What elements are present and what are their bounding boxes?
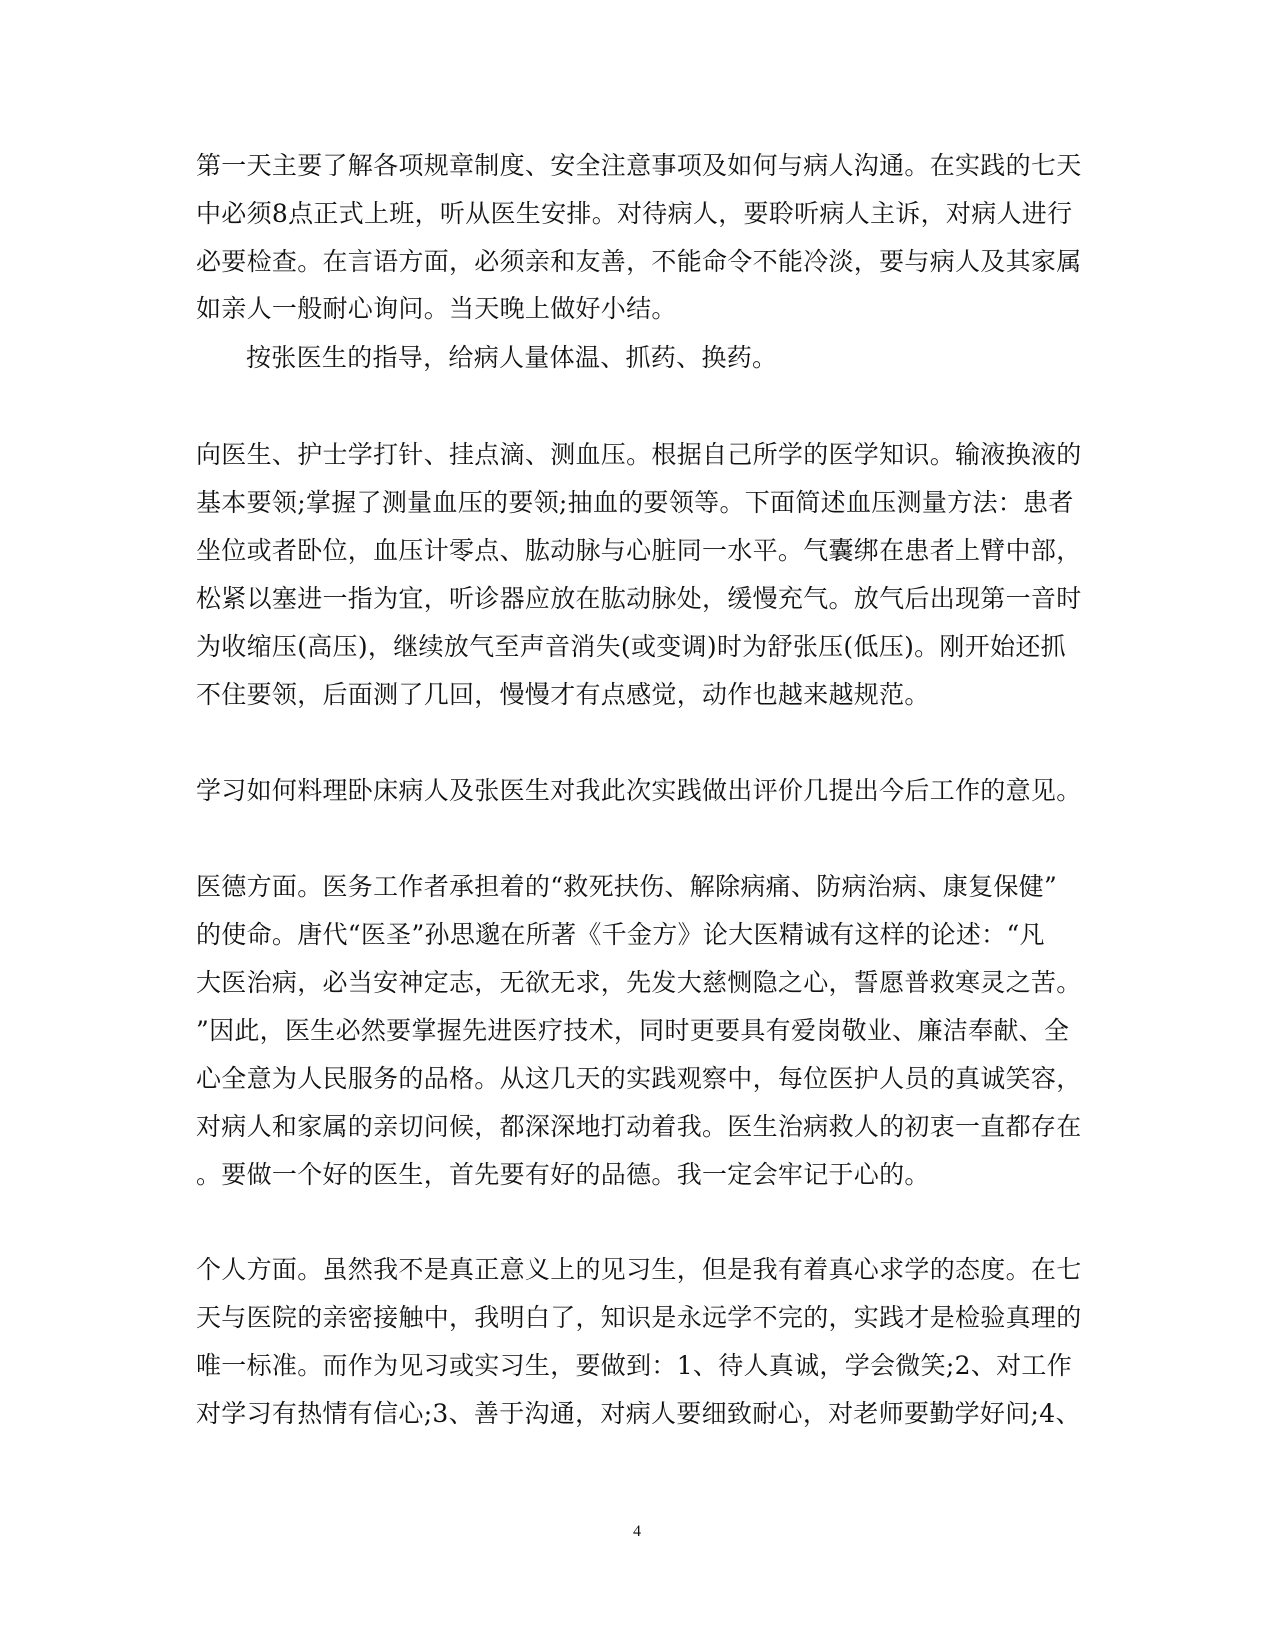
- paragraph-line: 按张医生的指导，给病人量体温、抓药、换药。: [246, 343, 778, 372]
- paragraph-line: 第一天主要了解各项规章制度、安全注意事项及如何与病人沟通。在实践的七天: [196, 151, 1082, 180]
- paragraph-line: 个人方面。虽然我不是真正意义上的见习生，但是我有着真心求学的态度。在七: [196, 1255, 1082, 1284]
- paragraph-line: 为收缩压(高压)，继续放气至声音消失(或变调)时为舒张压(低压)。刚开始还抓: [196, 632, 1066, 661]
- paragraph-line: 大医治病，必当安神定志，无欲无求，先发大慈恻隐之心，誓愿普救寒灵之苦。: [196, 968, 1082, 997]
- paragraph-line: 唯一标准。而作为见习或实习生，要做到：1、待人真诚，学会微笑;2、对工作: [196, 1351, 1073, 1380]
- paragraph-line: 坐位或者卧位，血压计零点、肱动脉与心脏同一水平。气囊绑在患者上臂中部，: [196, 536, 1082, 565]
- paragraph-line: 基本要领;掌握了测量血压的要领;抽血的要领等。下面简述血压测量方法：患者: [196, 488, 1074, 517]
- paragraph-line: 医德方面。医务工作者承担着的“救死扶伤、解除病痛、防病治病、康复保健”: [196, 872, 1058, 901]
- paragraph-line: 不住要领，后面测了几回，慢慢才有点感觉，动作也越来越规范。: [196, 680, 930, 709]
- paragraph-line: 向医生、护士学打针、挂点滴、测血压。根据自己所学的医学知识。输液换液的: [196, 440, 1082, 469]
- paragraph-line: 学习如何料理卧床病人及张医生对我此次实践做出评价几提出今后工作的意见。: [196, 776, 1082, 805]
- paragraph-line: 天与医院的亲密接触中，我明白了，知识是永远学不完的，实践才是检验真理的: [196, 1303, 1082, 1332]
- paragraph-line: 必要检查。在言语方面，必须亲和友善，不能命令不能冷淡，要与病人及其家属: [196, 247, 1082, 276]
- paragraph-line: 。要做一个好的医生，首先要有好的品德。我一定会牢记于心的。: [196, 1160, 930, 1189]
- paragraph-line: 如亲人一般耐心询问。当天晚上做好小结。: [196, 294, 677, 323]
- paragraph-line: 对学习有热情有信心;3、善于沟通，对病人要细致耐心，对老师要勤学好问;4、: [196, 1399, 1081, 1428]
- paragraph-line: ”因此，医生必然要掌握先进医疗技术，同时更要具有爱岗敬业、廉洁奉献、全: [196, 1016, 1070, 1045]
- paragraph-line: 对病人和家属的亲切问候，都深深地打动着我。医生治病救人的初衷一直都存在: [196, 1112, 1082, 1141]
- page-number: 4: [633, 1523, 641, 1540]
- paragraph-line: 中必须8点正式上班，听从医生安排。对待病人，要聆听病人主诉，对病人进行: [196, 199, 1073, 228]
- paragraph-line: 松紧以塞进一指为宜，听诊器应放在肱动脉处，缓慢充气。放气后出现第一音时: [196, 584, 1082, 613]
- paragraph-line: 心全意为人民服务的品格。从这几天的实践观察中，每位医护人员的真诚笑容，: [196, 1064, 1082, 1093]
- paragraph-line: 的使命。唐代“医圣”孙思邈在所著《千金方》论大医精诚有这样的论述：“凡: [196, 920, 1045, 949]
